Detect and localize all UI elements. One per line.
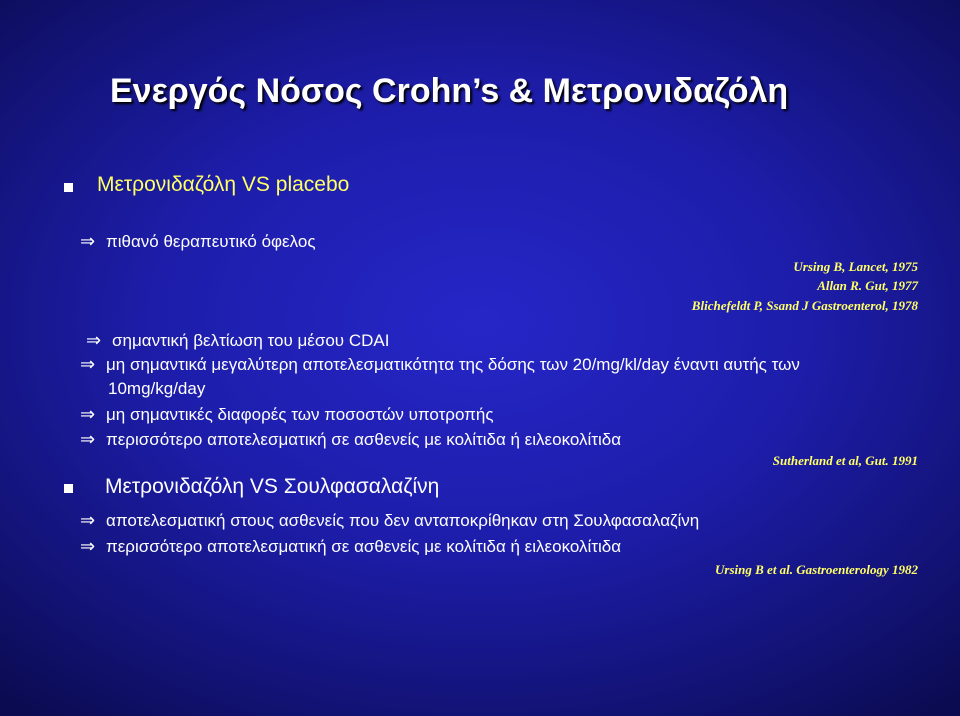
list-item [80,510,699,531]
reference: Blichefeldt P, Ssand J Gastroenterol, 1978 [691,298,918,313]
arrow-icon: ⇒ [80,354,96,375]
arrow-icon: ⇒ [80,536,96,557]
list-item-text: μη σημαντικές διαφορές των ποσοστών υποτροπής [106,405,494,424]
list-item [80,354,800,375]
list-item-text: πιθανό θεραπευτικό όφελος [106,232,316,251]
list-item [80,429,621,450]
arrow-icon: ⇒ [86,330,102,351]
list-item [80,404,494,425]
list-item-text: αποτελεσματική στους ασθενείς που δεν ανταποκρίθηκαν στη Σουλφασαλαζίνη [106,511,700,530]
list-item [80,231,316,252]
arrow-icon: ⇒ [80,231,96,252]
list-item-text: περισσότερο αποτελεσματική σε ασθενείς με κολίτιδα ή ειλεοκολίτιδα [106,430,622,449]
arrow-icon: ⇒ [80,429,96,450]
reference: Allan R. Gut, 1977 [817,278,918,293]
reference: Ursing B et al. Gastroenterology 1982 [715,562,918,577]
arrow-icon: ⇒ [80,510,96,531]
list-item-text: μη σημαντικά μεγαλύτερη αποτελεσματικότητα της δόσης των 20/mg/kl/day έναντι αυτής των [106,355,800,374]
list-item-text: περισσότερο αποτελεσματική σε ασθενείς με κολίτιδα ή ειλεοκολίτιδα [106,537,622,556]
slide-title: Ενεργός Νόσος Crohn’s & Μετρονιδαζόλη [110,72,789,110]
reference: Ursing B, Lancet, 1975 [793,259,918,274]
arrow-icon: ⇒ [80,404,96,425]
section1-heading: Μετρονιδαζόλη VS placebo [97,173,350,196]
list-item [80,536,621,557]
square-bullet-icon [64,183,73,192]
section2-heading: Μετρονιδαζόλη VS Σουλφασαλαζίνη [105,475,440,498]
list-item-continuation: 10mg/kg/day [108,379,206,398]
square-bullet-icon [64,484,73,493]
reference: Sutherland et al, Gut. 1991 [772,453,918,468]
list-item [86,330,389,351]
list-item-text: σημαντική βελτίωση του μέσου CDAI [112,331,390,350]
